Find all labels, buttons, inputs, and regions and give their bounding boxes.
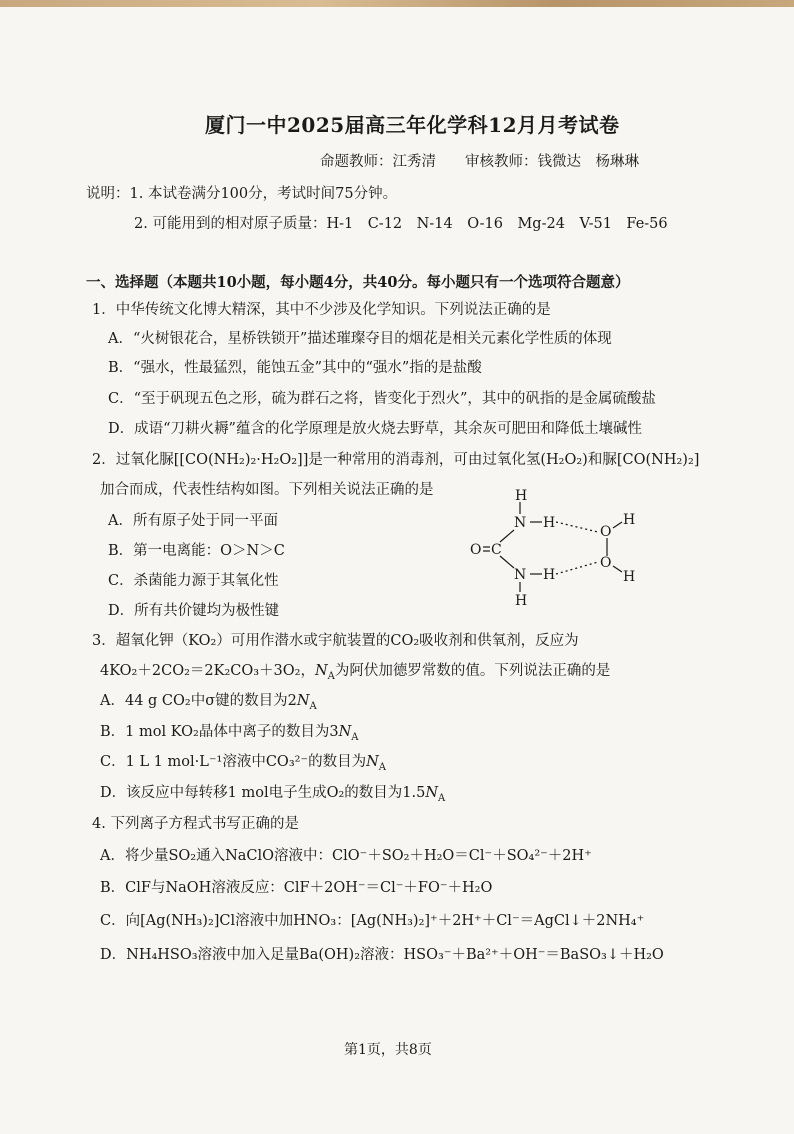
q4-option-a: A．将少量SO₂通入NaClO溶液中：ClO⁻＋SO₂＋H₂O＝Cl⁻＋SO₄²⁻＋2H⁺ <box>100 848 592 864</box>
q1-option-b: B．“强水，性最猛烈，能蚀五金”其中的“强水”指的是盐酸 <box>108 360 482 376</box>
atom-h-bottom: H <box>515 593 528 609</box>
q2-option-d: D．所有共价键均为极性键 <box>108 603 280 619</box>
instruction-note-1: 说明：1. 本试卷满分100分，考试时间75分钟。 <box>86 186 398 202</box>
option-text: 1 L 1 mol·L⁻¹溶液中CO₃²⁻的数目为 <box>125 754 367 770</box>
atom-h-nh-bottom: H <box>543 567 556 583</box>
q3-stem-tail: 为阿伏加德罗常数的值。下列说法正确的是 <box>334 663 611 679</box>
avogadro-subscript: A <box>378 761 387 773</box>
atom-h-top: H <box>515 488 528 504</box>
urea-peroxide-structure-figure <box>470 486 650 610</box>
q3-option-b <box>100 722 359 748</box>
q4-option-c: C．向[Ag(NH₃)₂]Cl溶液中加HNO₃：[Ag(NH₃)₂]⁺＋2H⁺＋Cl⁻＝AgCl↓＋2NH₄⁺ <box>100 913 645 929</box>
atom-c: C <box>491 542 502 558</box>
hydrogen-bond-bottom <box>556 562 598 574</box>
option-text: 该反应中每转移1 mol电子生成O₂的数目为1.5 <box>126 785 426 801</box>
atom-n-bottom: N <box>514 567 527 583</box>
avogadro-subscript: A <box>327 670 335 682</box>
avogadro-symbol: N <box>314 663 328 679</box>
atom-o-carbonyl: O <box>470 542 482 558</box>
option-letter: B． <box>100 724 126 740</box>
avogadro-symbol: N <box>366 754 379 770</box>
bond-o-h-top <box>613 522 622 528</box>
teacher-credits: 命题教师：江秀清 审核教师：钱微达 杨琳琳 <box>320 154 639 170</box>
q1-option-c: C．“至于矾现五色之形，硫为群石之将，皆变化于烈火”，其中的矾指的是金属硫酸盐 <box>108 391 656 407</box>
q2-option-b: B．第一电离能：O＞N＞C <box>108 543 285 559</box>
q2-option-a: A．所有原子处于同一平面 <box>108 513 278 529</box>
q1-option-a: A．“火树银花合，星桥铁锁开”描述璀璨夺目的烟花是相关元素化学性质的体现 <box>108 331 612 347</box>
avogadro-symbol: N <box>296 693 310 709</box>
q4-option-d: D．NH₄HSO₃溶液中加入足量Ba(OH)₂溶液：HSO₃⁻＋Ba²⁺＋OH⁻＝BaSO₃↓＋H₂O <box>100 947 664 963</box>
hydrogen-bond-top <box>556 522 598 532</box>
option-letter: D． <box>100 785 127 801</box>
bond-c-n-bottom <box>500 556 514 568</box>
q1-option-d: D．成语“刀耕火耨”蕴含的化学原理是放火烧去野草，其余灰可肥田和降低土壤碱性 <box>108 421 642 437</box>
avogadro-subscript: A <box>438 792 446 804</box>
q3-option-a <box>100 691 317 717</box>
q2-option-c: C．杀菌能力源于其氧化性 <box>108 573 279 589</box>
atom-h-nh-top: H <box>543 515 556 531</box>
avogadro-subscript: A <box>309 700 317 712</box>
q3-reaction-equation: 4KO₂＋2CO₂＝2K₂CO₃＋3O₂， <box>100 663 315 679</box>
avogadro-subscript: A <box>351 731 359 743</box>
q4-option-b: B．ClF与NaOH溶液反应：ClF＋2OH⁻＝Cl⁻＋FO⁻＋H₂O <box>100 880 493 896</box>
atom-o-bottom: O <box>600 555 612 571</box>
atom-o-top: O <box>600 524 612 540</box>
q2-stem-line1: 2．过氧化脲[[CO(NH₂)₂·H₂O₂]]是一种常用的消毒剂，可由过氧化氢(H₂O₂)和脲[CO(NH₂)₂] <box>92 452 700 468</box>
page-number: 第1页，共8页 <box>344 1042 432 1058</box>
q3-option-c <box>100 752 386 778</box>
q1-stem: 1．中华传统文化博大精深，其中不少涉及化学知识。下列说法正确的是 <box>92 302 551 318</box>
q2-stem-line2: 加合而成，代表性结构如图。下列相关说法正确的是 <box>100 482 434 498</box>
option-text: 1 mol KO₂晶体中离子的数目为3 <box>125 724 339 740</box>
option-letter: A． <box>100 693 125 709</box>
avogadro-symbol: N <box>425 785 439 801</box>
option-letter: C． <box>100 754 126 770</box>
exam-title: 厦门一中2025届高三年化学科12月月考试卷 <box>205 113 620 137</box>
q3-stem-line1: 3．超氧化钾（KO₂）可用作潜水或宇航装置的CO₂吸收剂和供氧剂，反应为 <box>92 633 579 649</box>
option-text: 44 g CO₂中σ键的数目为2 <box>124 693 297 709</box>
atom-n-top: N <box>514 515 527 531</box>
atom-h-oh-bottom: H <box>623 569 636 585</box>
instruction-note-2: 2. 可能用到的相对原子质量：H-1 C-12 N-14 O-16 Mg-24 V-51 Fe-56 <box>134 216 668 232</box>
bond-o-h-bottom <box>613 566 622 572</box>
q3-option-d <box>100 783 445 809</box>
avogadro-symbol: N <box>338 724 352 740</box>
bond-n-c-top <box>500 530 514 542</box>
q3-stem-line2 <box>100 661 610 687</box>
q4-stem: 4. 下列离子方程式书写正确的是 <box>92 816 299 832</box>
section-heading: 一、选择题（本题共10小题，每小题4分，共40分。每小题只有一个选项符合题意） <box>86 274 630 291</box>
atom-h-oh-top: H <box>623 512 636 528</box>
